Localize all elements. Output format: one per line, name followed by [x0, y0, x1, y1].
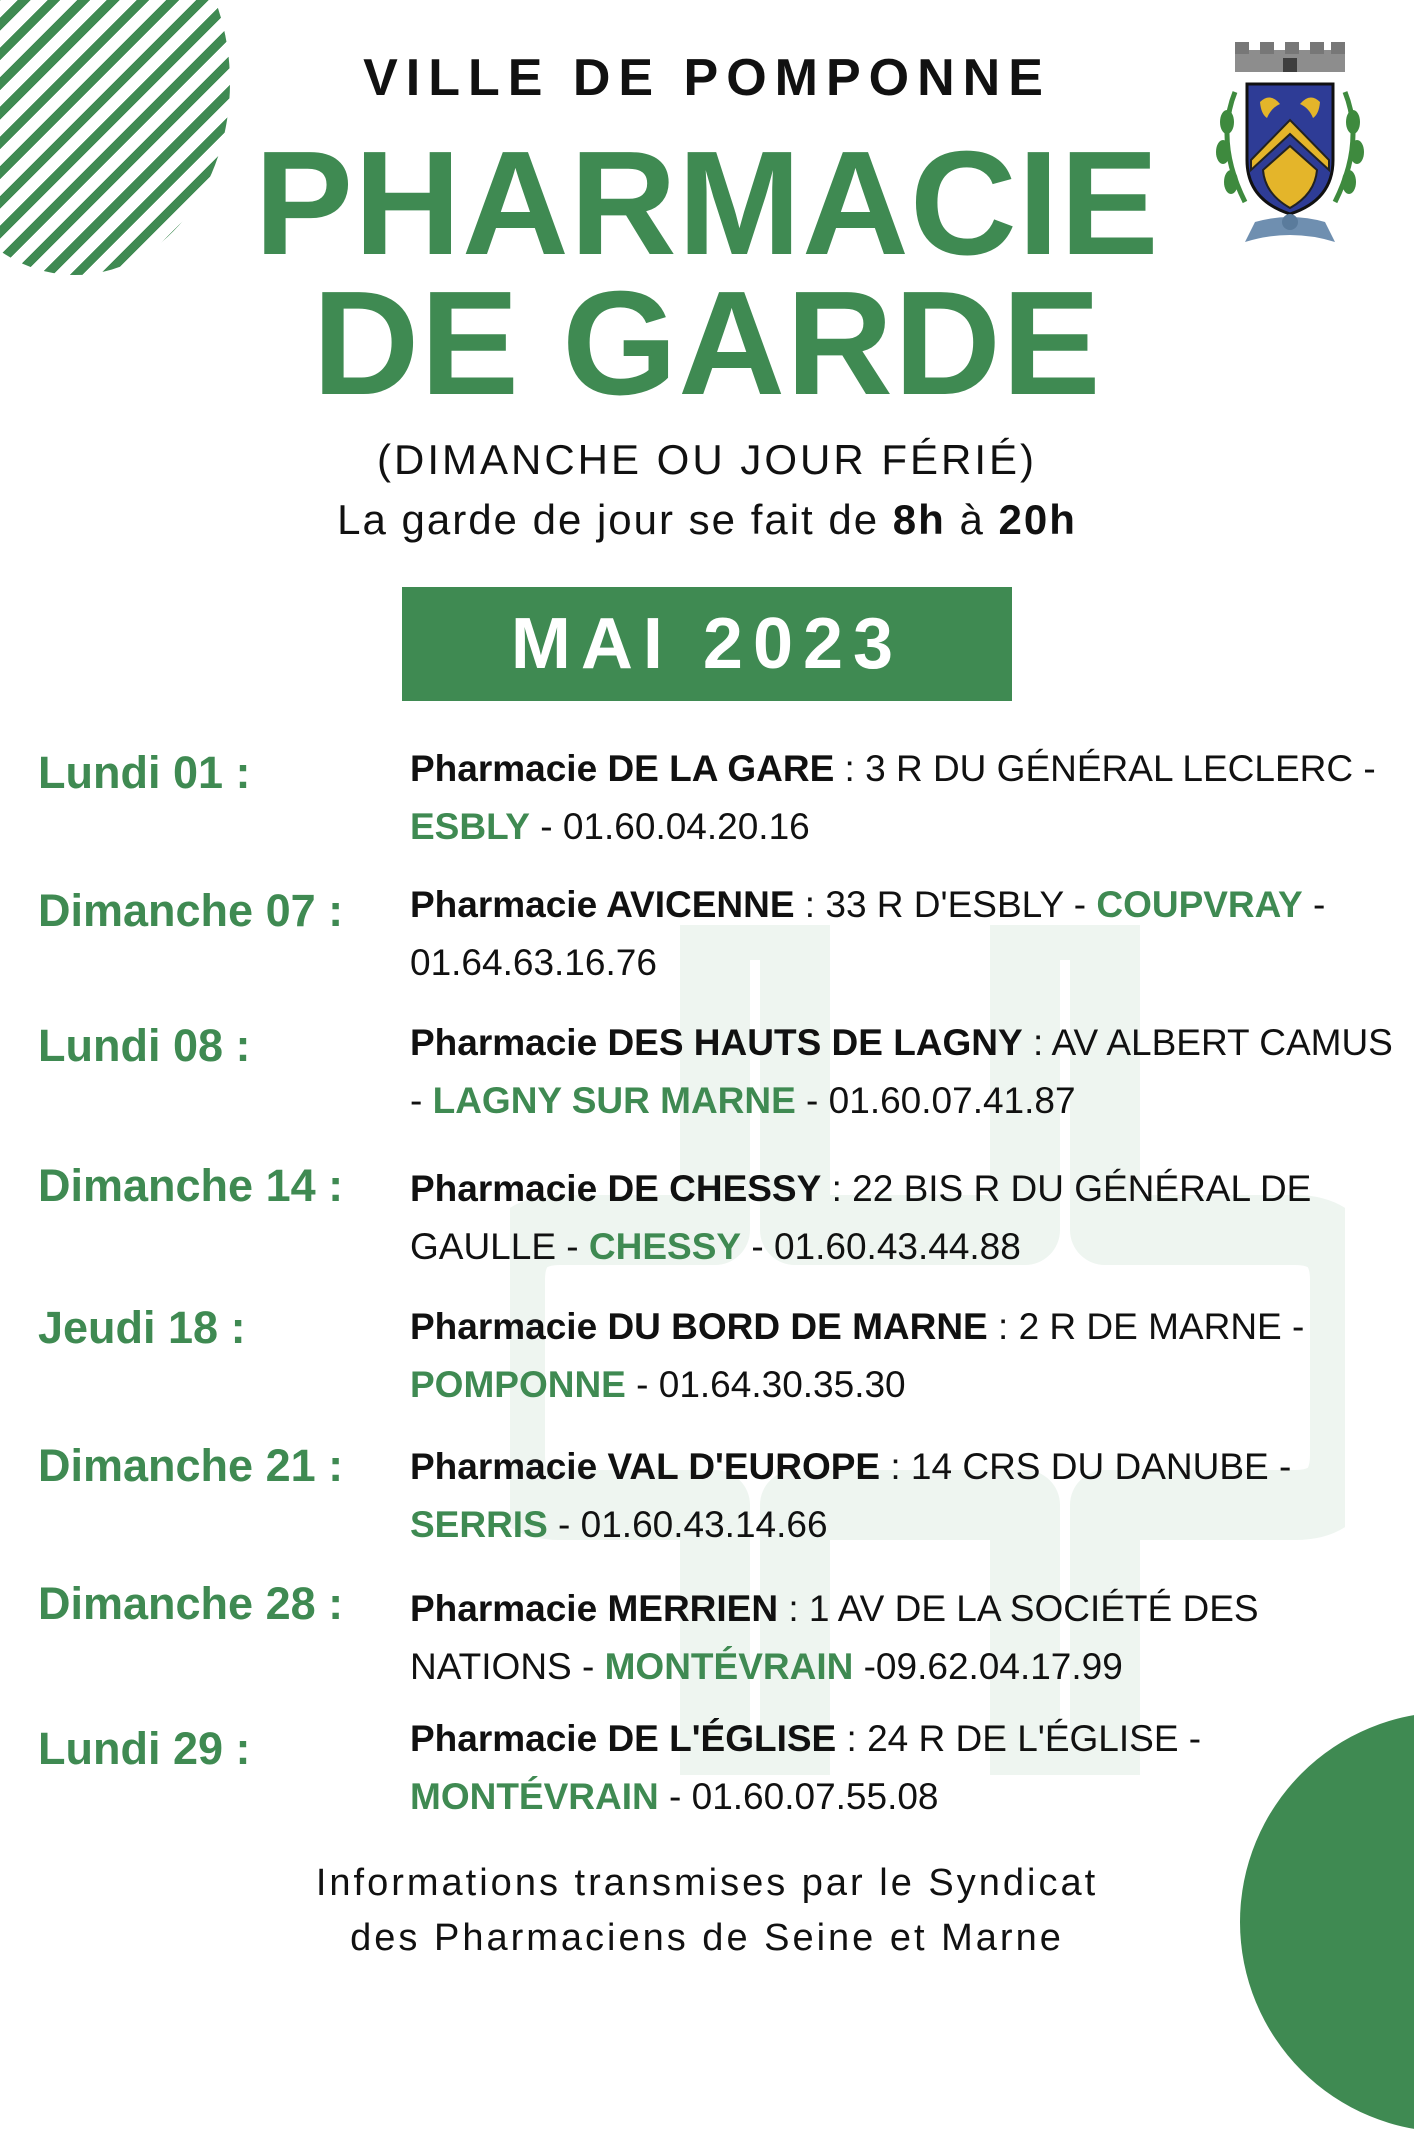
pharmacy-phone: - 01.64.63.16.76 [410, 884, 1326, 983]
hours-connector: à [945, 496, 999, 543]
pharmacy-address: : 1 AV DE LA SOCIÉTÉ DES NATIONS - [410, 1588, 1259, 1687]
pharmacy-city: COUPVRAY [1096, 884, 1303, 925]
pharmacy-address: : AV ALBERT CAMUS - [410, 1022, 1393, 1121]
pharmacy-entry [410, 740, 1395, 856]
pharmacy-phone: - 01.60.04.20.16 [529, 806, 810, 847]
pharmacy-entry [410, 1298, 1395, 1414]
pharmacy-address: : 24 R DE L'ÉGLISE - [836, 1718, 1202, 1759]
pharmacy-address: : 22 BIS R DU GÉNÉRAL DE GAULLE - [410, 1168, 1312, 1267]
pharmacy-city: MONTÉVRAIN [604, 1646, 854, 1687]
pharmacy-entry [410, 876, 1395, 992]
month-banner: MAI 2023 [402, 587, 1012, 701]
pharmacy-city: ESBLY [410, 806, 530, 847]
pharmacy-name: Pharmacie DU BORD DE MARNE [410, 1306, 988, 1347]
footer-note [0, 1856, 1414, 1966]
pharmacy-entry [410, 1438, 1395, 1554]
pharmacy-phone: - 01.60.43.44.88 [741, 1226, 1021, 1267]
pharmacy-entry [410, 1160, 1395, 1276]
hours-end: 20h [998, 496, 1077, 543]
pharmacy-name: Pharmacie DES HAUTS DE LAGNY [410, 1022, 1023, 1063]
day-label: Jeudi 18 : [38, 1302, 246, 1353]
subtitle: (DIMANCHE OU JOUR FÉRIÉ) [377, 436, 1037, 483]
day-label: Dimanche 28 : [38, 1578, 344, 1629]
day-label: Lundi 01 : [38, 747, 251, 798]
hours-text [0, 496, 1414, 544]
hours-start: 8h [892, 496, 946, 543]
pharmacy-entry [410, 1580, 1395, 1696]
pharmacy-phone: - 01.64.30.35.30 [625, 1364, 906, 1405]
pharmacy-city: MONTÉVRAIN [410, 1776, 659, 1817]
pharmacy-address: : 14 CRS DU DANUBE - [880, 1446, 1292, 1487]
day-label: Lundi 08 : [38, 1020, 251, 1071]
pharmacy-name: Pharmacie DE L'ÉGLISE [410, 1718, 837, 1759]
page-title-line-1: PHARMACIE [254, 121, 1160, 286]
town-name: VILLE DE POMPONNE [363, 49, 1051, 107]
day-label: Dimanche 07 : [38, 885, 344, 936]
pharmacy-phone: -09.62.04.17.99 [853, 1646, 1123, 1687]
footer-line-1: Informations transmises par le Syndicat [315, 1862, 1099, 1904]
pharmacy-city: SERRIS [410, 1504, 548, 1545]
page-title-line-2: DE GARDE [312, 261, 1102, 426]
hours-prefix: La garde de jour se fait de [337, 496, 893, 543]
pharmacy-entry [410, 1014, 1395, 1130]
pharmacy-address: : 33 R D'ESBLY - [794, 884, 1097, 925]
pharmacy-name: Pharmacie DE CHESSY [410, 1168, 822, 1209]
footer-line-2: des Pharmaciens de Seine et Marne [350, 1917, 1064, 1959]
day-label: Lundi 29 : [38, 1723, 251, 1774]
pharmacy-entry [410, 1710, 1395, 1826]
pharmacy-name: Pharmacie VAL D'EUROPE [410, 1446, 881, 1487]
pharmacy-city: POMPONNE [410, 1364, 626, 1405]
pharmacy-phone: - 01.60.07.55.08 [658, 1776, 939, 1817]
pharmacy-address: : 2 R DE MARNE - [987, 1306, 1305, 1347]
day-label: Dimanche 14 : [38, 1160, 344, 1211]
pharmacy-name: Pharmacie AVICENNE [410, 884, 795, 925]
pharmacy-city: LAGNY SUR MARNE [432, 1080, 796, 1121]
pharmacy-phone: - 01.60.07.41.87 [795, 1080, 1076, 1121]
pharmacy-phone: - 01.60.43.14.66 [547, 1504, 828, 1545]
pharmacy-address: : 3 R DU GÉNÉRAL LECLERC - [834, 748, 1376, 789]
day-label: Dimanche 21 : [38, 1440, 344, 1491]
pharmacy-name: Pharmacie DE LA GARE [410, 748, 835, 789]
pharmacy-city: CHESSY [588, 1226, 742, 1267]
pharmacy-name: Pharmacie MERRIEN [410, 1588, 779, 1629]
